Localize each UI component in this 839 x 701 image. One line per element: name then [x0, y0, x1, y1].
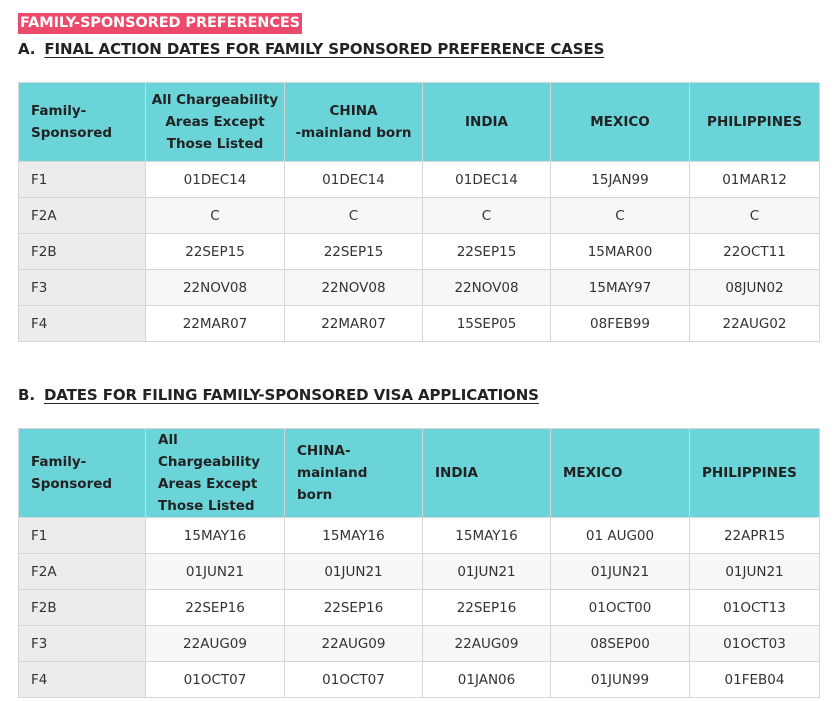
table-row	[19, 234, 820, 270]
cell-date-india: 01JUN21	[423, 554, 551, 590]
cell-date-china: 01OCT07	[285, 662, 423, 698]
cell-date-china: 22SEP15	[285, 234, 423, 270]
cell-date-all-chargeability: 22SEP16	[146, 590, 285, 626]
column-header-line: Areas Except	[158, 476, 258, 492]
cell-date-philippines: 22AUG02	[690, 306, 820, 342]
column-header-line: Sponsored	[31, 476, 113, 492]
cell-date-philippines: C	[690, 198, 820, 234]
column-header-china	[285, 83, 423, 162]
row-label-category: F1	[19, 518, 146, 554]
cell-date-india: 22AUG09	[423, 626, 551, 662]
column-header-line: -mainland born	[295, 125, 412, 141]
cell-date-mexico: 01OCT00	[551, 590, 690, 626]
column-header-line: MEXICO	[563, 465, 623, 481]
column-header-line: CHINA	[329, 103, 378, 119]
column-header-line: All Chargeability	[151, 92, 279, 108]
column-header-india	[423, 429, 551, 518]
cell-date-china: 22MAR07	[285, 306, 423, 342]
cell-date-all-chargeability: 01JUN21	[146, 554, 285, 590]
cell-date-mexico: 08SEP00	[551, 626, 690, 662]
cell-date-china: 22SEP16	[285, 590, 423, 626]
row-label-category: F1	[19, 162, 146, 198]
cell-date-all-chargeability: 22SEP15	[146, 234, 285, 270]
table-row	[19, 270, 820, 306]
table-row	[19, 626, 820, 662]
column-header-mexico	[551, 83, 690, 162]
row-label-category: F4	[19, 662, 146, 698]
cell-date-india: C	[423, 198, 551, 234]
row-label-category: F3	[19, 626, 146, 662]
table-row	[19, 306, 820, 342]
cell-date-philippines: 01OCT13	[690, 590, 820, 626]
cell-date-philippines: 08JUN02	[690, 270, 820, 306]
cell-date-mexico: 15MAY97	[551, 270, 690, 306]
cell-date-philippines: 22OCT11	[690, 234, 820, 270]
cell-date-all-chargeability: 01OCT07	[146, 662, 285, 698]
table-row	[19, 590, 820, 626]
column-header-line: INDIA	[435, 465, 478, 481]
section-a-letter: A.	[18, 40, 36, 58]
cell-date-all-chargeability: 22AUG09	[146, 626, 285, 662]
section-b-letter: B.	[18, 386, 35, 404]
cell-date-mexico: 01 AUG00	[551, 518, 690, 554]
table-row	[19, 162, 820, 198]
row-label-category: F4	[19, 306, 146, 342]
cell-date-mexico: 01JUN21	[551, 554, 690, 590]
cell-date-all-chargeability: C	[146, 198, 285, 234]
column-header-line: PHILIPPINES	[702, 465, 797, 481]
column-header-line: All Chargeability	[158, 432, 261, 470]
table-row	[19, 554, 820, 590]
column-header-line: MEXICO	[590, 114, 650, 130]
cell-date-all-chargeability: 15MAY16	[146, 518, 285, 554]
section-a-title: FINAL ACTION DATES FOR FAMILY SPONSORED PREFERENCE CASES	[44, 40, 605, 58]
column-header-line: Sponsored	[31, 125, 113, 141]
row-label-category: F2B	[19, 234, 146, 270]
column-header-line: Those Listed	[166, 136, 264, 152]
section-a-heading	[18, 40, 604, 58]
cell-date-india: 01DEC14	[423, 162, 551, 198]
section-b-heading	[18, 386, 539, 404]
cell-date-all-chargeability: 22NOV08	[146, 270, 285, 306]
row-label-category: F3	[19, 270, 146, 306]
column-header-line: Family-	[31, 103, 87, 119]
cell-date-mexico: 15MAR00	[551, 234, 690, 270]
cell-date-mexico: 08FEB99	[551, 306, 690, 342]
row-label-category: F2A	[19, 198, 146, 234]
cell-date-china: 15MAY16	[285, 518, 423, 554]
column-header-china	[285, 429, 423, 518]
column-header-line: CHINA-	[297, 443, 351, 459]
column-header-line: PHILIPPINES	[707, 114, 802, 130]
cell-date-philippines: 01JUN21	[690, 554, 820, 590]
column-header-line: born	[297, 487, 333, 503]
column-header-philippines	[690, 429, 820, 518]
cell-date-mexico: 15JAN99	[551, 162, 690, 198]
table-row	[19, 518, 820, 554]
cell-date-all-chargeability: 01DEC14	[146, 162, 285, 198]
cell-date-china: 22NOV08	[285, 270, 423, 306]
dates-for-filing-table	[18, 428, 820, 698]
cell-date-india: 01JAN06	[423, 662, 551, 698]
page-main-heading: FAMILY-SPONSORED PREFERENCES	[18, 13, 302, 34]
column-header-line: Family-	[31, 454, 87, 470]
column-header-all-chargeability	[146, 429, 285, 518]
cell-date-india: 22SEP16	[423, 590, 551, 626]
cell-date-india: 22NOV08	[423, 270, 551, 306]
cell-date-india: 22SEP15	[423, 234, 551, 270]
column-header-family-sponsored	[19, 83, 146, 162]
column-header-family-sponsored	[19, 429, 146, 518]
cell-date-all-chargeability: 22MAR07	[146, 306, 285, 342]
column-header-line: Those Listed	[158, 498, 255, 514]
column-header-mexico	[551, 429, 690, 518]
cell-date-mexico: 01JUN99	[551, 662, 690, 698]
row-label-category: F2B	[19, 590, 146, 626]
table-header-row	[19, 83, 820, 162]
table-row	[19, 662, 820, 698]
cell-date-china: C	[285, 198, 423, 234]
cell-date-india: 15SEP05	[423, 306, 551, 342]
cell-date-philippines: 22APR15	[690, 518, 820, 554]
column-header-line: INDIA	[465, 114, 508, 130]
cell-date-philippines: 01OCT03	[690, 626, 820, 662]
cell-date-philippines: 01MAR12	[690, 162, 820, 198]
table-header-row	[19, 429, 820, 518]
cell-date-china: 01JUN21	[285, 554, 423, 590]
column-header-line: mainland	[297, 465, 368, 481]
column-header-all-chargeability	[146, 83, 285, 162]
column-header-india	[423, 83, 551, 162]
table-row	[19, 198, 820, 234]
cell-date-philippines: 01FEB04	[690, 662, 820, 698]
row-label-category: F2A	[19, 554, 146, 590]
cell-date-china: 01DEC14	[285, 162, 423, 198]
cell-date-china: 22AUG09	[285, 626, 423, 662]
column-header-philippines	[690, 83, 820, 162]
section-b-title: DATES FOR FILING FAMILY-SPONSORED VISA APPLICATIONS	[43, 386, 539, 404]
final-action-dates-table	[18, 82, 820, 342]
column-header-line: Areas Except	[165, 114, 265, 130]
cell-date-mexico: C	[551, 198, 690, 234]
cell-date-india: 15MAY16	[423, 518, 551, 554]
